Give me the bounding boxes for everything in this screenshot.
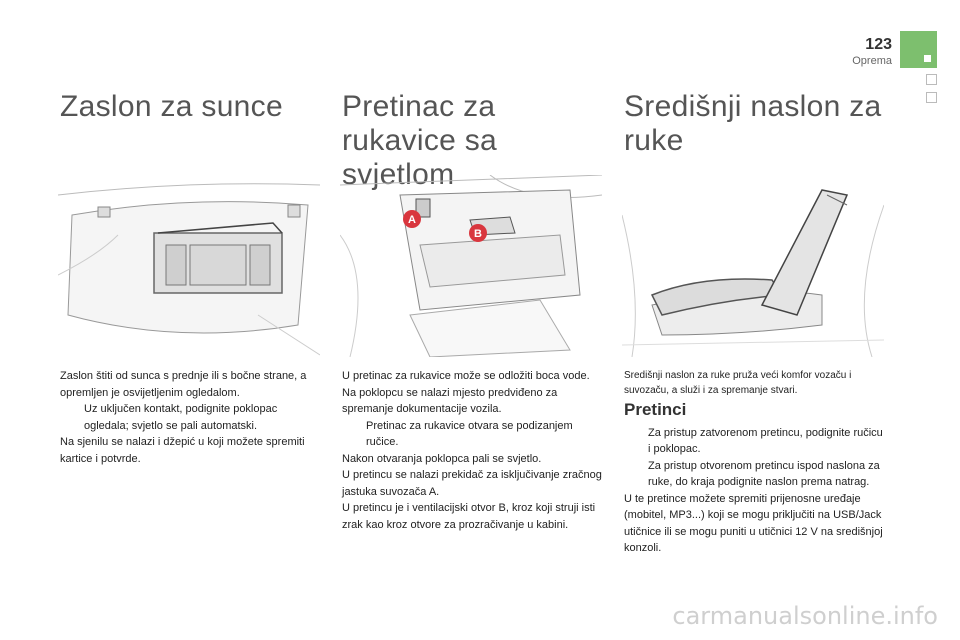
sun-visor-illustration: [58, 175, 320, 357]
page-number: 123: [865, 36, 892, 53]
subheading: Pretinci: [624, 400, 687, 419]
glovebox-illustration: [340, 175, 602, 357]
armrest-illustration: [622, 175, 884, 357]
section-title: Pretinac za rukavice sa svjetlom: [342, 90, 498, 191]
paragraph: U te pretince možete spremiti prijenosne uređaje (mobitel, MP3...) koji se mogu priključiti na USB/Jack utičnice ili se mogu puniti u utičnici 12 V na središnjoj konzoli.: [624, 492, 883, 554]
paragraph: Zaslon štiti od sunca s prednje ili s bočne strane, a opremljen je osvijetljenim ogledalom.: [60, 370, 307, 399]
paragraph: Na sjenilu se nalazi i džepić u koji možete spremiti kartice i potvrde.: [60, 436, 305, 465]
section-tab[interactable]: [926, 74, 937, 85]
paragraph: U pretinac za rukavice može se odložiti boca vode.: [342, 370, 590, 382]
intro-paragraph: Središnji naslon za ruke pruža veći komfor vozaču i suvozaču, a služi i za spremanje stvari.: [624, 370, 852, 396]
section-tab-active[interactable]: [900, 31, 937, 68]
column-sun-visor: [60, 90, 320, 124]
bullet-text: Pretinac za rukavice otvara se podizanjem ručice.: [366, 419, 573, 448]
bullet-item: [60, 401, 320, 434]
bullet-text: Uz uključen kontakt, podignite poklopac ogledala; svjetlo se pali automatski.: [84, 403, 278, 432]
section-title: Središnji naslon za ruke: [624, 90, 882, 157]
section-tab[interactable]: [926, 92, 937, 103]
glovebox-text: [342, 368, 604, 533]
section-name: Oprema: [852, 55, 892, 67]
bullet-text: Za pristup zatvorenom pretincu, podignite ručicu i poklopac.: [648, 426, 883, 455]
paragraph: U pretincu je i ventilacijski otvor B, kroz koji struji isti zrak kao kroz otvore za prozračivanje u kabini.: [342, 502, 596, 531]
marker-b: B: [474, 228, 482, 240]
paragraph: Na poklopcu se nalazi mjesto predviđeno za spremanje dokumentacije vozila.: [342, 386, 558, 415]
armrest-text: [624, 368, 886, 557]
bullet-item: [624, 425, 886, 458]
tab-marker-icon: [924, 55, 931, 62]
column-armrest: [624, 90, 889, 158]
bullet-item: [342, 418, 604, 451]
watermark-text: carmanualsonline.info: [672, 602, 938, 630]
paragraph: U pretincu se nalazi prekidač za isključivanje zračnog jastuka suvozača A.: [342, 469, 602, 498]
paragraph: Nakon otvaranja poklopca pali se svjetlo.: [342, 452, 542, 465]
section-title: Zaslon za sunce: [60, 90, 283, 123]
sun-visor-text: [60, 368, 320, 467]
bullet-item: [624, 458, 886, 491]
marker-a: A: [408, 214, 416, 226]
bullet-text: Za pristup otvorenom pretincu ispod naslona za ruke, do kraja podignite naslon prema natrag.: [648, 459, 880, 488]
